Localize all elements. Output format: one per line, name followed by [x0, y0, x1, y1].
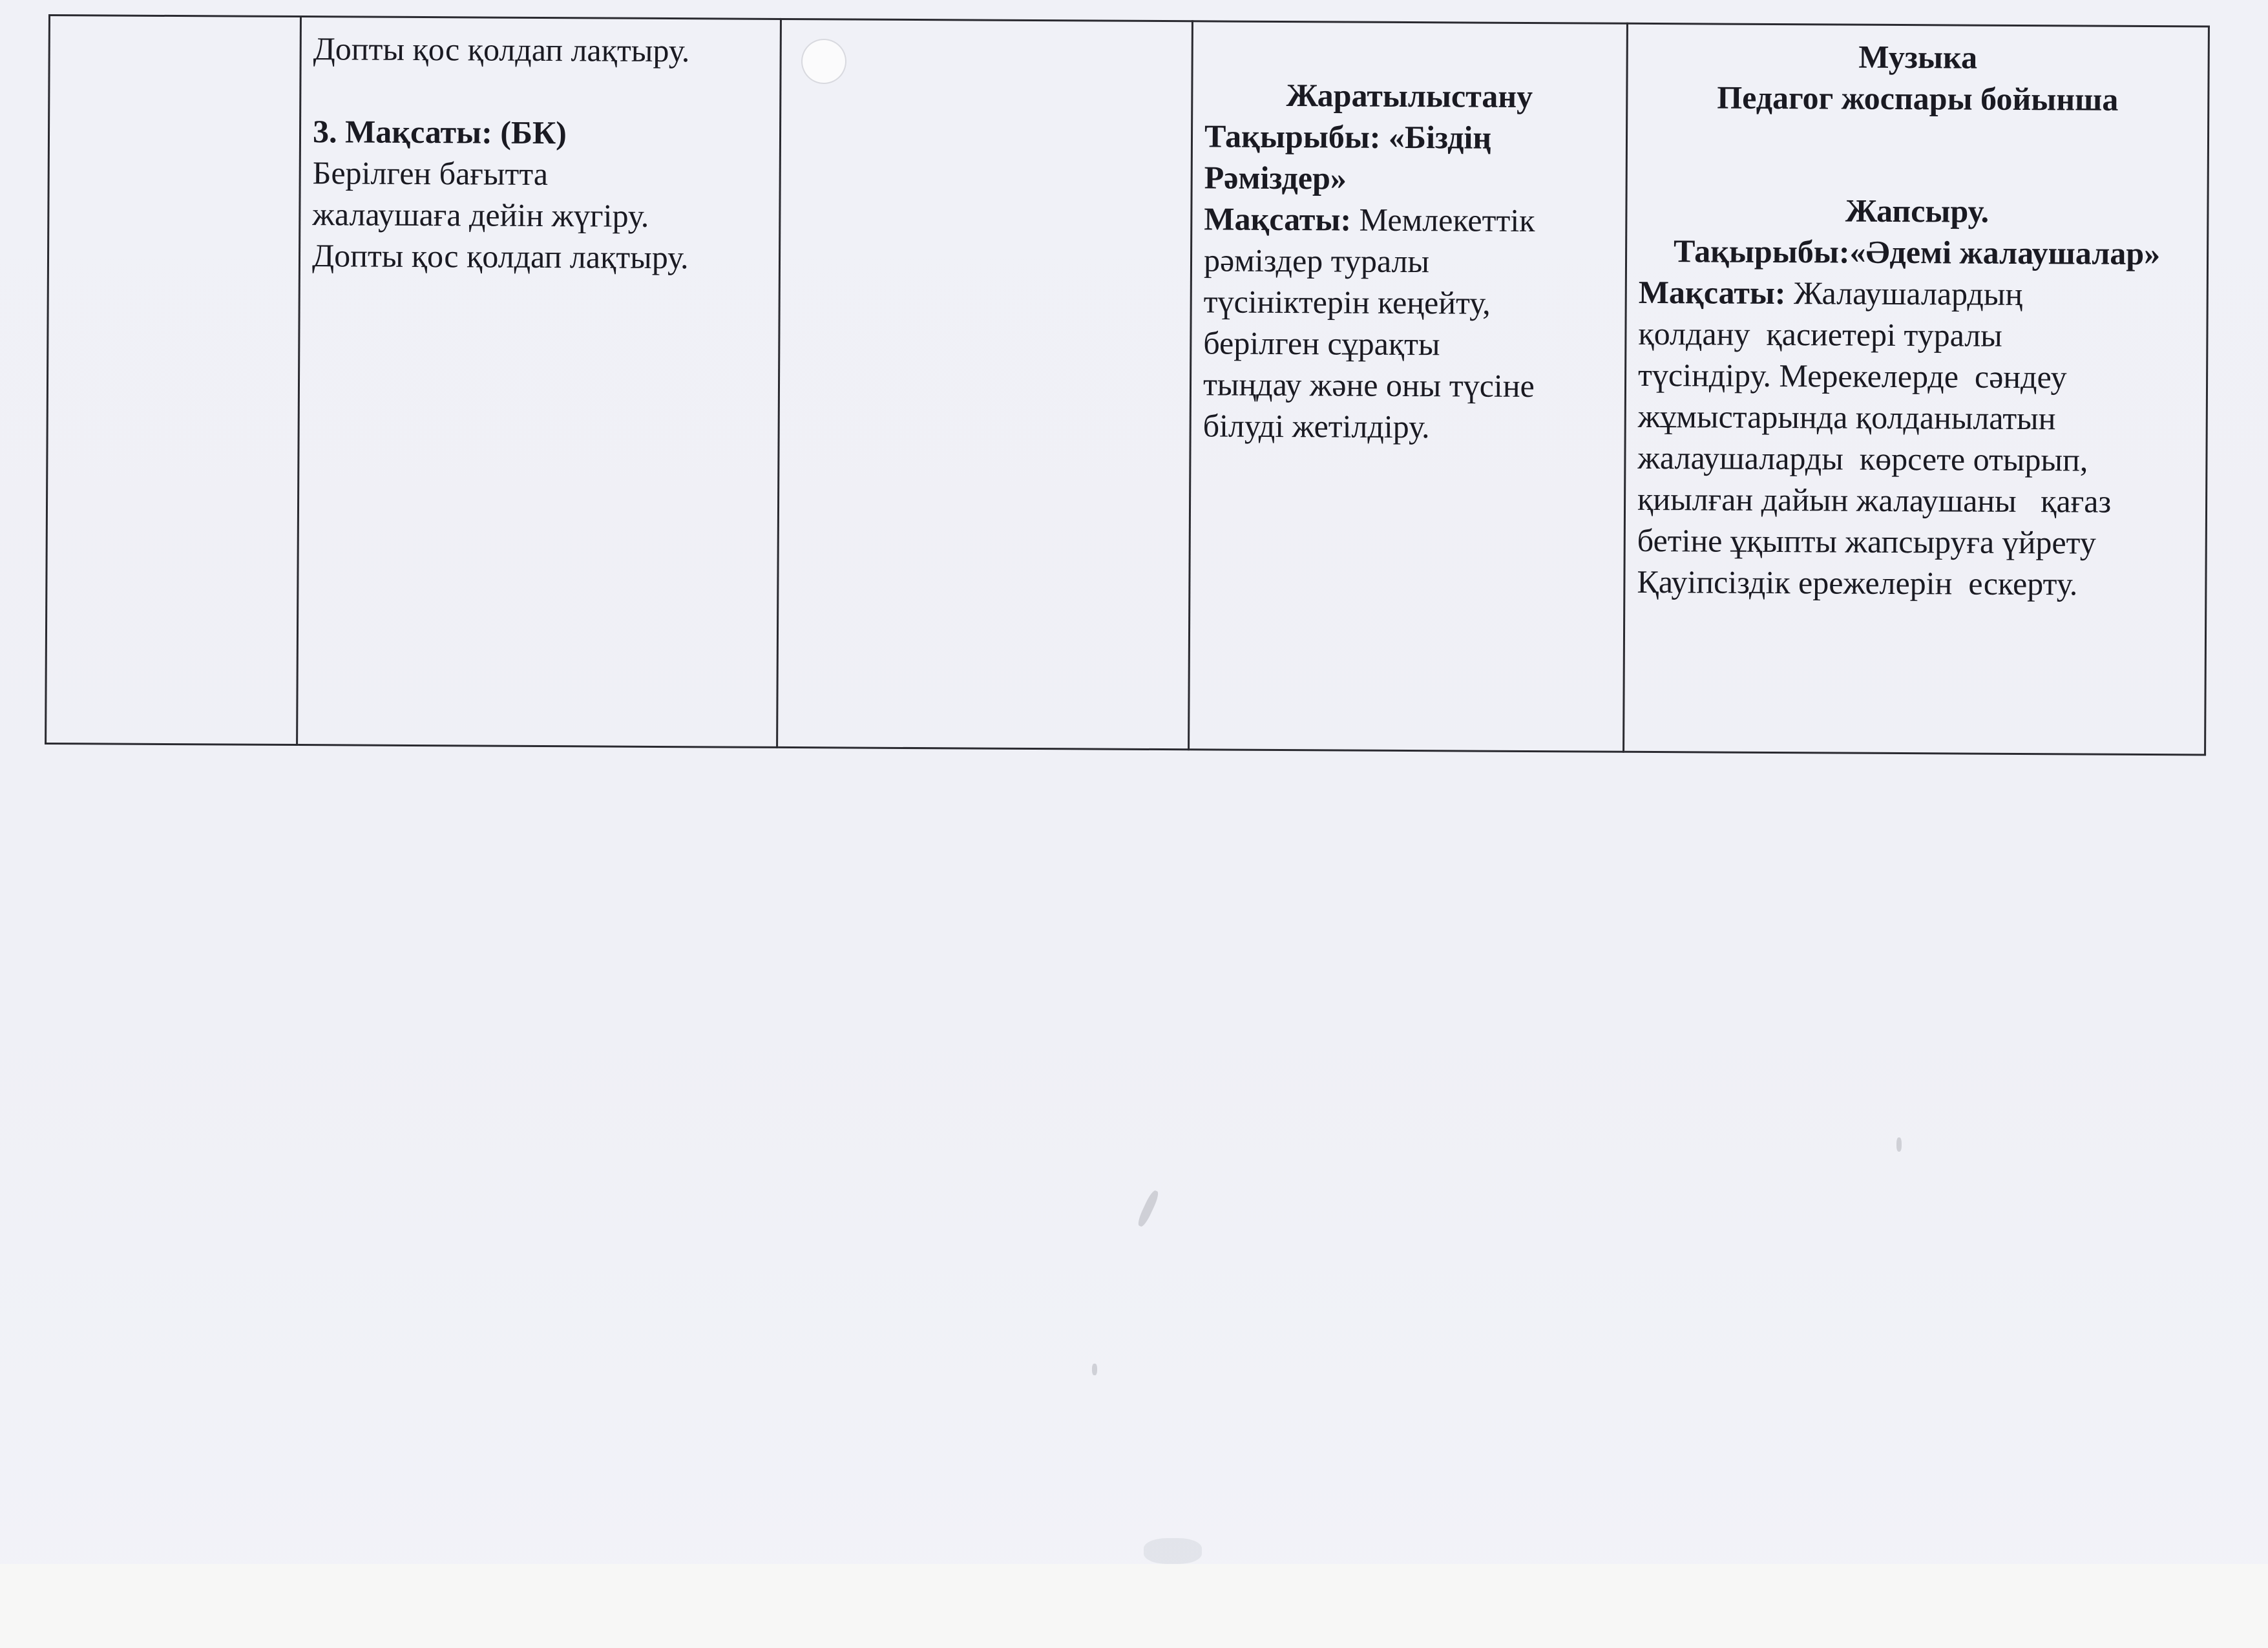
text-line: тыңдау және оны түсіне: [1202, 366, 1535, 405]
table-row: [46, 16, 2209, 755]
text-line: Қауіпсіздік ережелерін ескерту.: [1637, 563, 2078, 602]
scan-smudge: [1144, 1538, 1202, 1564]
goal-paragraph: [1204, 198, 1613, 241]
text-line: түсіндіру. Мерекелерде сәндеу: [1637, 356, 2067, 396]
lesson-plan-table: [45, 14, 2210, 755]
text-line: түсініктерін кеңейту,: [1203, 283, 1491, 321]
goal-label: Мақсаты:: [1638, 273, 1786, 312]
text-line: қолдану қасиетері туралы: [1638, 315, 2002, 354]
scan-smudge: [1092, 1364, 1097, 1375]
goal-label: Мақсаты:: [1204, 200, 1352, 238]
text-line: қиылған дайын жалаушаны қағаз: [1637, 480, 2112, 520]
text-line: Берілген бағытта: [312, 154, 549, 193]
text-line: Жалаушалардың: [1785, 275, 2023, 313]
scan-smudge: [1136, 1189, 1160, 1228]
topic-label: Тақырыбы:«Әдемі жалаушалар»: [1673, 233, 2161, 272]
topic-label: Тақырыбы: «Біздің: [1204, 118, 1492, 156]
text-line: Допты қос қолдап лақтыру.: [311, 237, 689, 276]
cell-empty-left: [46, 16, 301, 745]
text-line: Допты қос қолдап лақтыру.: [313, 30, 690, 69]
scan-smudge: [1896, 1137, 1902, 1152]
page-bottom-edge: [0, 1564, 2268, 1648]
text-line: білуді жетілдіру.: [1202, 407, 1430, 445]
text-line: Мемлекеттік: [1350, 201, 1535, 239]
text-line: рәміздер туралы: [1203, 242, 1430, 280]
cell-music-applique: [1624, 23, 2209, 755]
cell-physical-education: [297, 17, 781, 748]
subject-title: Музыка: [1858, 38, 1978, 76]
activity-title: Жапсыру.: [1845, 192, 1990, 229]
text-line: берілген сұрақты: [1203, 324, 1440, 363]
cell-natural-science: [1189, 21, 1628, 752]
text-line: жалаушаға дейін жүгіру.: [312, 196, 649, 234]
punch-hole: [801, 39, 846, 84]
topic-label: Рәміздер»: [1204, 159, 1347, 196]
plan-note: Педагог жоспары бойынша: [1717, 79, 2119, 118]
text-line: бетіне ұқыпты жапсыруға үйрету: [1637, 522, 2096, 561]
cell-empty-middle: [777, 19, 1193, 749]
text-line: жалаушаларды көрсете отырып,: [1637, 439, 2088, 478]
goal-paragraph: [1639, 271, 2195, 316]
subject-title: Жаратылыстану: [1286, 77, 1533, 115]
goal-heading: 3. Мақсаты: (БК): [312, 113, 567, 151]
text-line: жұмыстарында қолданылатын: [1637, 397, 2056, 437]
